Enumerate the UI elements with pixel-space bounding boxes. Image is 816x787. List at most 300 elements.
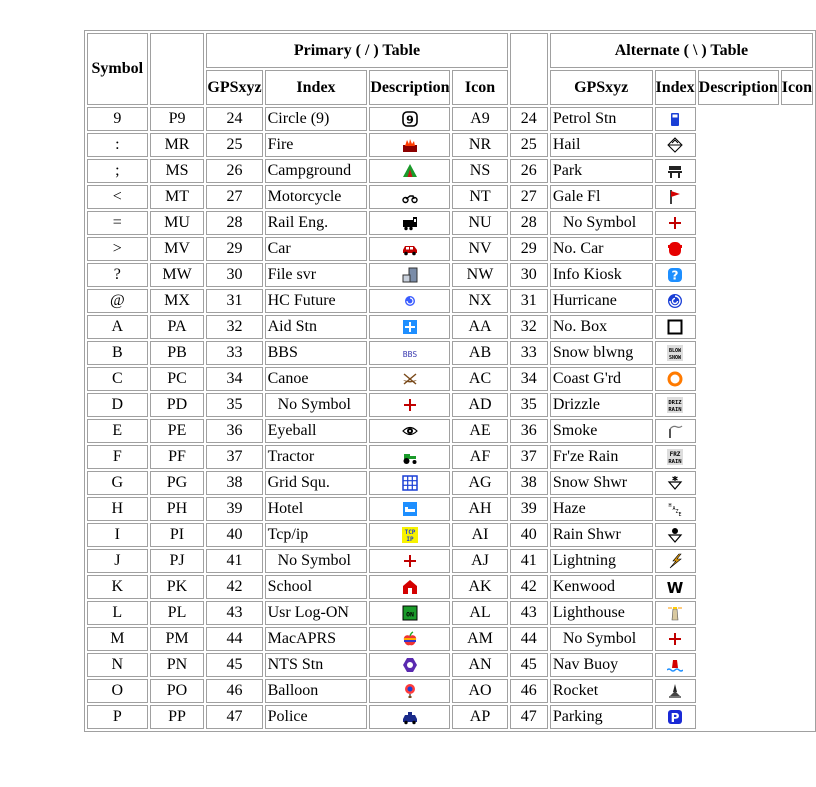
alternate-gpsxyz-cell: NX bbox=[452, 289, 507, 313]
tractor-icon bbox=[402, 449, 418, 465]
alternate-icon-cell bbox=[655, 445, 696, 469]
primary-gpsxyz-cell: PM bbox=[150, 627, 205, 651]
table-row bbox=[87, 601, 813, 625]
primary-description-cell: Fire bbox=[265, 133, 368, 157]
primary-description-cell: Car bbox=[265, 237, 368, 261]
symbol-cell: N bbox=[87, 653, 148, 677]
lighthouse-icon bbox=[667, 605, 683, 621]
user-logon-icon bbox=[402, 605, 418, 621]
symbol-cell: F bbox=[87, 445, 148, 469]
alternate-description-cell: Rain Shwr bbox=[550, 523, 653, 547]
primary-description-cell: Grid Squ. bbox=[265, 471, 368, 495]
canoe-icon bbox=[402, 371, 418, 387]
alternate-icon-cell bbox=[655, 705, 696, 729]
table-row bbox=[87, 237, 813, 261]
table-row bbox=[87, 705, 813, 729]
alternate-index-cell: 41 bbox=[510, 549, 548, 573]
primary-index-cell: 26 bbox=[206, 159, 262, 183]
table-row bbox=[87, 497, 813, 521]
petrol-pump-icon bbox=[667, 111, 683, 127]
svg-text:DRIZ: DRIZ bbox=[668, 400, 682, 407]
table-row bbox=[87, 523, 813, 547]
no-symbol-cross-icon bbox=[402, 553, 418, 569]
primary-icon-cell bbox=[369, 367, 450, 391]
alternate-icon-cell bbox=[655, 523, 696, 547]
blowing-snow-icon bbox=[667, 345, 683, 361]
primary-gpsxyz-cell: MV bbox=[150, 237, 205, 261]
table-row bbox=[87, 419, 813, 443]
primary-index-cell: 38 bbox=[206, 471, 262, 495]
primary-gpsxyz-cell: PF bbox=[150, 445, 205, 469]
alternate-index-cell: 44 bbox=[510, 627, 548, 651]
symbol-cell: A bbox=[87, 315, 148, 339]
primary-index-cell: 41 bbox=[206, 549, 262, 573]
primary-index-cell: 28 bbox=[206, 211, 262, 235]
alternate-index-cell: 47 bbox=[510, 705, 548, 729]
primary-index-header: Index bbox=[265, 70, 368, 105]
primary-icon-cell bbox=[369, 679, 450, 703]
symbol-cell: ? bbox=[87, 263, 148, 287]
symbol-header: Symbol bbox=[87, 33, 148, 105]
alternate-description-cell: Rocket bbox=[550, 679, 653, 703]
alternate-gpsxyz-cell: AM bbox=[452, 627, 507, 651]
no-symbol-cross-icon bbox=[667, 215, 683, 231]
primary-gpsxyz-cell: PI bbox=[150, 523, 205, 547]
alternate-index-cell: 38 bbox=[510, 471, 548, 495]
alternate-description-cell: Snow blwng bbox=[550, 341, 653, 365]
primary-gpsxyz-cell: PE bbox=[150, 419, 205, 443]
alternate-description-cell: Haze bbox=[550, 497, 653, 521]
primary-icon-cell bbox=[369, 419, 450, 443]
table-row bbox=[87, 471, 813, 495]
svg-text:FRZ: FRZ bbox=[669, 451, 681, 459]
lightning-icon bbox=[667, 553, 683, 569]
alternate-index-cell: 29 bbox=[510, 237, 548, 261]
primary-description-cell: Canoe bbox=[265, 367, 368, 391]
symbol-cell: 9 bbox=[87, 107, 148, 131]
alternate-description-cell: Lightning bbox=[550, 549, 653, 573]
hail-icon bbox=[667, 137, 683, 153]
table-row bbox=[87, 211, 813, 235]
alternate-icon-cell bbox=[655, 367, 696, 391]
table-row bbox=[87, 133, 813, 157]
school-icon bbox=[402, 579, 418, 595]
svg-text:IP: IP bbox=[406, 536, 414, 544]
no-symbol-cross-icon bbox=[402, 397, 418, 413]
file-server-icon bbox=[402, 267, 418, 283]
primary-description-cell: No Symbol bbox=[265, 549, 368, 573]
primary-gpsxyz-cell: P9 bbox=[150, 107, 205, 131]
primary-description-cell: School bbox=[265, 575, 368, 599]
symbol-cell: C bbox=[87, 367, 148, 391]
svg-text:E: E bbox=[678, 512, 682, 518]
alternate-gpsxyz-cell: AL bbox=[452, 601, 507, 625]
kenwood-icon bbox=[667, 579, 683, 595]
primary-description-cell: Motorcycle bbox=[265, 185, 368, 209]
parking-icon bbox=[667, 709, 683, 725]
primary-description-cell: File svr bbox=[265, 263, 368, 287]
primary-gpsxyz-cell: PA bbox=[150, 315, 205, 339]
primary-index-cell: 37 bbox=[206, 445, 262, 469]
primary-index-cell: 47 bbox=[206, 705, 262, 729]
table-row bbox=[87, 575, 813, 599]
primary-description-cell: Tcp/ip bbox=[265, 523, 368, 547]
symbol-cell: O bbox=[87, 679, 148, 703]
alternate-icon-cell bbox=[655, 107, 696, 131]
primary-description-cell: Hotel bbox=[265, 497, 368, 521]
primary-icon-cell bbox=[369, 497, 450, 521]
primary-description-cell: HC Future bbox=[265, 289, 368, 313]
table-row bbox=[87, 341, 813, 365]
freezing-rain-icon bbox=[667, 449, 683, 465]
alternate-index-cell: 27 bbox=[510, 185, 548, 209]
primary-icon-cell bbox=[369, 107, 450, 131]
symbol-cell: @ bbox=[87, 289, 148, 313]
svg-text:?: ? bbox=[671, 268, 679, 283]
primary-description-cell: Balloon bbox=[265, 679, 368, 703]
primary-icon-header: Icon bbox=[452, 70, 507, 105]
svg-text:A: A bbox=[672, 506, 676, 513]
alternate-index-cell: 46 bbox=[510, 679, 548, 703]
alternate-gpsxyz-cell: AO bbox=[452, 679, 507, 703]
symbol-cell: < bbox=[87, 185, 148, 209]
alternate-icon-cell bbox=[655, 159, 696, 183]
alternate-gpsxyz-cell: AD bbox=[452, 393, 507, 417]
primary-table-header: Primary ( / ) Table bbox=[206, 33, 507, 68]
alternate-index-cell: 37 bbox=[510, 445, 548, 469]
alternate-description-cell: Kenwood bbox=[550, 575, 653, 599]
symbol-table-body bbox=[87, 107, 813, 729]
alternate-index-cell: 35 bbox=[510, 393, 548, 417]
tcpip-icon bbox=[402, 527, 418, 543]
table-row bbox=[87, 549, 813, 573]
primary-description-cell: Police bbox=[265, 705, 368, 729]
primary-index-cell: 42 bbox=[206, 575, 262, 599]
alternate-icon-cell bbox=[655, 237, 696, 261]
alternate-description-cell: Smoke bbox=[550, 419, 653, 443]
alternate-icon-cell bbox=[655, 419, 696, 443]
primary-index-cell: 32 bbox=[206, 315, 262, 339]
primary-description-cell: Campground bbox=[265, 159, 368, 183]
primary-description-cell: Eyeball bbox=[265, 419, 368, 443]
alternate-gpsxyz-cell: AI bbox=[452, 523, 507, 547]
table-row bbox=[87, 679, 813, 703]
primary-gpsxyz-cell: PC bbox=[150, 367, 205, 391]
primary-icon-cell bbox=[369, 393, 450, 417]
alternate-description-cell: Parking bbox=[550, 705, 653, 729]
alternate-icon-cell bbox=[655, 471, 696, 495]
alternate-gpsxyz-cell: AH bbox=[452, 497, 507, 521]
symbol-cell: M bbox=[87, 627, 148, 651]
primary-description-cell: Usr Log-ON bbox=[265, 601, 368, 625]
alternate-gpsxyz-cell: AF bbox=[452, 445, 507, 469]
alternate-index-cell: 32 bbox=[510, 315, 548, 339]
symbol-cell: = bbox=[87, 211, 148, 235]
svg-text:BBS: BBS bbox=[402, 350, 418, 360]
primary-index-cell: 43 bbox=[206, 601, 262, 625]
primary-gpsxyz-cell: PD bbox=[150, 393, 205, 417]
alternate-gpsxyz-cell: AB bbox=[452, 341, 507, 365]
primary-gpsxyz-cell: MW bbox=[150, 263, 205, 287]
primary-gpsxyz-cell: MR bbox=[150, 133, 205, 157]
alternate-index-cell: 43 bbox=[510, 601, 548, 625]
primary-gpsxyz-cell: PH bbox=[150, 497, 205, 521]
symbol-cell: H bbox=[87, 497, 148, 521]
primary-index-cell: 25 bbox=[206, 133, 262, 157]
svg-text:ON: ON bbox=[405, 610, 414, 619]
primary-description-cell: Aid Stn bbox=[265, 315, 368, 339]
alternate-index-cell: 26 bbox=[510, 159, 548, 183]
alternate-icon-cell bbox=[655, 497, 696, 521]
alternate-index-cell: 28 bbox=[510, 211, 548, 235]
primary-icon-cell bbox=[369, 523, 450, 547]
symbol-cell: ; bbox=[87, 159, 148, 183]
primary-description-cell: Circle (9) bbox=[265, 107, 368, 131]
alternate-gpsxyz-cell: AK bbox=[452, 575, 507, 599]
alternate-gpsxyz-cell: NR bbox=[452, 133, 507, 157]
primary-icon-cell bbox=[369, 263, 450, 287]
table-row bbox=[87, 263, 813, 287]
column-divider bbox=[150, 33, 205, 105]
symbol-cell: K bbox=[87, 575, 148, 599]
haze-icon bbox=[667, 501, 683, 517]
alternate-icon-cell bbox=[655, 211, 696, 235]
alternate-index-cell: 25 bbox=[510, 133, 548, 157]
primary-description-cell: No Symbol bbox=[265, 393, 368, 417]
alternate-index-header: Index bbox=[655, 70, 696, 105]
alternate-gpsxyz-cell: A9 bbox=[452, 107, 507, 131]
alternate-description-cell: Park bbox=[550, 159, 653, 183]
alternate-index-cell: 30 bbox=[510, 263, 548, 287]
coast-guard-icon bbox=[667, 371, 683, 387]
primary-icon-cell bbox=[369, 289, 450, 313]
primary-icon-cell bbox=[369, 601, 450, 625]
alternate-gpsxyz-cell: NW bbox=[452, 263, 507, 287]
table-row bbox=[87, 289, 813, 313]
svg-text:BLOW: BLOW bbox=[669, 348, 682, 355]
svg-text:RAIN: RAIN bbox=[668, 459, 682, 466]
alternate-description-cell: Hurricane bbox=[550, 289, 653, 313]
primary-icon-cell bbox=[369, 211, 450, 235]
alternate-gpsxyz-cell: AP bbox=[452, 705, 507, 729]
primary-description-cell: BBS bbox=[265, 341, 368, 365]
primary-index-cell: 29 bbox=[206, 237, 262, 261]
box-icon bbox=[667, 319, 683, 335]
park-bench-icon bbox=[667, 163, 683, 179]
primary-index-cell: 27 bbox=[206, 185, 262, 209]
table-row bbox=[87, 315, 813, 339]
alternate-gpsxyz-cell: AE bbox=[452, 419, 507, 443]
primary-icon-cell bbox=[369, 445, 450, 469]
smoke-icon bbox=[667, 423, 683, 439]
alternate-icon-cell bbox=[655, 133, 696, 157]
primary-gpsxyz-cell: PB bbox=[150, 341, 205, 365]
no-symbol-cross-icon bbox=[667, 631, 683, 647]
primary-gpsxyz-header: GPSxyz bbox=[206, 70, 262, 105]
primary-icon-cell bbox=[369, 627, 450, 651]
hc-future-icon bbox=[402, 293, 418, 309]
alternate-description-cell: Snow Shwr bbox=[550, 471, 653, 495]
motorcycle-icon bbox=[402, 189, 418, 205]
alternate-gpsxyz-cell: AA bbox=[452, 315, 507, 339]
alternate-description-cell: No. Box bbox=[550, 315, 653, 339]
alternate-description-cell: Drizzle bbox=[550, 393, 653, 417]
primary-icon-cell bbox=[369, 575, 450, 599]
alternate-gpsxyz-cell: AC bbox=[452, 367, 507, 391]
primary-description-header: Description bbox=[369, 70, 450, 105]
primary-gpsxyz-cell: PP bbox=[150, 705, 205, 729]
primary-icon-cell bbox=[369, 549, 450, 573]
alternate-index-cell: 33 bbox=[510, 341, 548, 365]
alternate-index-cell: 39 bbox=[510, 497, 548, 521]
alternate-gpsxyz-cell: AG bbox=[452, 471, 507, 495]
alternate-gpsxyz-header: GPSxyz bbox=[550, 70, 653, 105]
svg-text:RAIN: RAIN bbox=[668, 407, 682, 414]
alternate-gpsxyz-cell: AN bbox=[452, 653, 507, 677]
primary-index-cell: 34 bbox=[206, 367, 262, 391]
alternate-description-cell: Coast G'rd bbox=[550, 367, 653, 391]
alternate-description-header: Description bbox=[698, 70, 779, 105]
symbol-cell: D bbox=[87, 393, 148, 417]
snow-shower-icon bbox=[667, 475, 683, 491]
alternate-icon-cell bbox=[655, 549, 696, 573]
symbol-cell: B bbox=[87, 341, 148, 365]
primary-gpsxyz-cell: MX bbox=[150, 289, 205, 313]
car-icon bbox=[402, 241, 418, 257]
primary-gpsxyz-cell: PG bbox=[150, 471, 205, 495]
apple-icon bbox=[402, 631, 418, 647]
alternate-gpsxyz-cell: AJ bbox=[452, 549, 507, 573]
alternate-description-cell: Fr'ze Rain bbox=[550, 445, 653, 469]
alternate-icon-cell bbox=[655, 393, 696, 417]
svg-text:TCP: TCP bbox=[404, 529, 416, 537]
primary-gpsxyz-cell: MS bbox=[150, 159, 205, 183]
symbol-cell: I bbox=[87, 523, 148, 547]
primary-description-cell: Tractor bbox=[265, 445, 368, 469]
primary-gpsxyz-cell: PN bbox=[150, 653, 205, 677]
primary-gpsxyz-cell: PO bbox=[150, 679, 205, 703]
primary-icon-cell bbox=[369, 653, 450, 677]
circle-9-icon bbox=[402, 111, 418, 127]
alternate-description-cell: Hail bbox=[550, 133, 653, 157]
alternate-index-cell: 40 bbox=[510, 523, 548, 547]
primary-description-cell: Rail Eng. bbox=[265, 211, 368, 235]
aprs-symbol-table bbox=[84, 30, 816, 732]
svg-text:W: W bbox=[667, 579, 684, 596]
primary-index-cell: 33 bbox=[206, 341, 262, 365]
primary-index-cell: 45 bbox=[206, 653, 262, 677]
table-row bbox=[87, 627, 813, 651]
aid-station-icon bbox=[402, 319, 418, 335]
rain-shower-icon bbox=[667, 527, 683, 543]
svg-text:SNOW: SNOW bbox=[669, 355, 682, 362]
alternate-index-cell: 24 bbox=[510, 107, 548, 131]
hotel-bed-icon bbox=[402, 501, 418, 517]
alternate-icon-cell bbox=[655, 679, 696, 703]
symbol-cell: E bbox=[87, 419, 148, 443]
alternate-index-cell: 36 bbox=[510, 419, 548, 443]
eyeball-icon bbox=[402, 423, 418, 439]
primary-icon-cell bbox=[369, 341, 450, 365]
primary-icon-cell bbox=[369, 159, 450, 183]
symbol-cell: G bbox=[87, 471, 148, 495]
primary-gpsxyz-cell: PL bbox=[150, 601, 205, 625]
alternate-table-header: Alternate ( \ ) Table bbox=[550, 33, 813, 68]
primary-index-cell: 39 bbox=[206, 497, 262, 521]
symbol-table-wrapper bbox=[84, 30, 816, 732]
primary-gpsxyz-cell: PK bbox=[150, 575, 205, 599]
table-row bbox=[87, 107, 813, 131]
alternate-icon-cell bbox=[655, 185, 696, 209]
primary-index-cell: 40 bbox=[206, 523, 262, 547]
alternate-description-cell: No. Car bbox=[550, 237, 653, 261]
svg-text:9: 9 bbox=[406, 113, 414, 127]
primary-icon-cell bbox=[369, 237, 450, 261]
primary-index-cell: 31 bbox=[206, 289, 262, 313]
bbs-icon bbox=[402, 345, 418, 361]
drizzle-icon bbox=[667, 397, 683, 413]
alternate-icon-cell bbox=[655, 575, 696, 599]
svg-text:Z: Z bbox=[675, 509, 679, 516]
svg-text:H: H bbox=[668, 503, 672, 510]
primary-description-cell: NTS Stn bbox=[265, 653, 368, 677]
alternate-description-cell: No Symbol bbox=[550, 211, 653, 235]
column-divider bbox=[510, 33, 548, 105]
info-kiosk-icon bbox=[667, 267, 683, 283]
alternate-icon-cell bbox=[655, 601, 696, 625]
tent-icon bbox=[402, 163, 418, 179]
alternate-description-cell: No Symbol bbox=[550, 627, 653, 651]
primary-icon-cell bbox=[369, 315, 450, 339]
primary-icon-cell bbox=[369, 185, 450, 209]
alternate-icon-cell bbox=[655, 627, 696, 651]
alternate-index-cell: 45 bbox=[510, 653, 548, 677]
gale-flag-icon bbox=[667, 189, 683, 205]
table-row bbox=[87, 185, 813, 209]
alternate-description-cell: Petrol Stn bbox=[550, 107, 653, 131]
alternate-index-cell: 31 bbox=[510, 289, 548, 313]
primary-index-cell: 46 bbox=[206, 679, 262, 703]
rocket-icon bbox=[667, 683, 683, 699]
table-row bbox=[87, 367, 813, 391]
balloon-icon bbox=[402, 683, 418, 699]
primary-icon-cell bbox=[369, 705, 450, 729]
primary-index-cell: 24 bbox=[206, 107, 262, 131]
grid-square-icon bbox=[402, 475, 418, 491]
primary-icon-cell bbox=[369, 471, 450, 495]
symbol-cell: J bbox=[87, 549, 148, 573]
svg-text:P: P bbox=[670, 711, 680, 726]
symbol-cell: L bbox=[87, 601, 148, 625]
symbol-cell: : bbox=[87, 133, 148, 157]
police-car-icon bbox=[402, 709, 418, 725]
primary-index-cell: 36 bbox=[206, 419, 262, 443]
alternate-description-cell: Info Kiosk bbox=[550, 263, 653, 287]
primary-gpsxyz-cell: MU bbox=[150, 211, 205, 235]
alternate-index-cell: 42 bbox=[510, 575, 548, 599]
alternate-icon-cell bbox=[655, 289, 696, 313]
alternate-index-cell: 34 bbox=[510, 367, 548, 391]
alternate-description-cell: Lighthouse bbox=[550, 601, 653, 625]
primary-index-cell: 44 bbox=[206, 627, 262, 651]
alternate-icon-cell bbox=[655, 315, 696, 339]
fire-icon bbox=[402, 137, 418, 153]
alternate-icon-cell bbox=[655, 263, 696, 287]
table-row bbox=[87, 159, 813, 183]
alternate-description-cell: Nav Buoy bbox=[550, 653, 653, 677]
alternate-icon-header: Icon bbox=[781, 70, 813, 105]
train-icon bbox=[402, 215, 418, 231]
